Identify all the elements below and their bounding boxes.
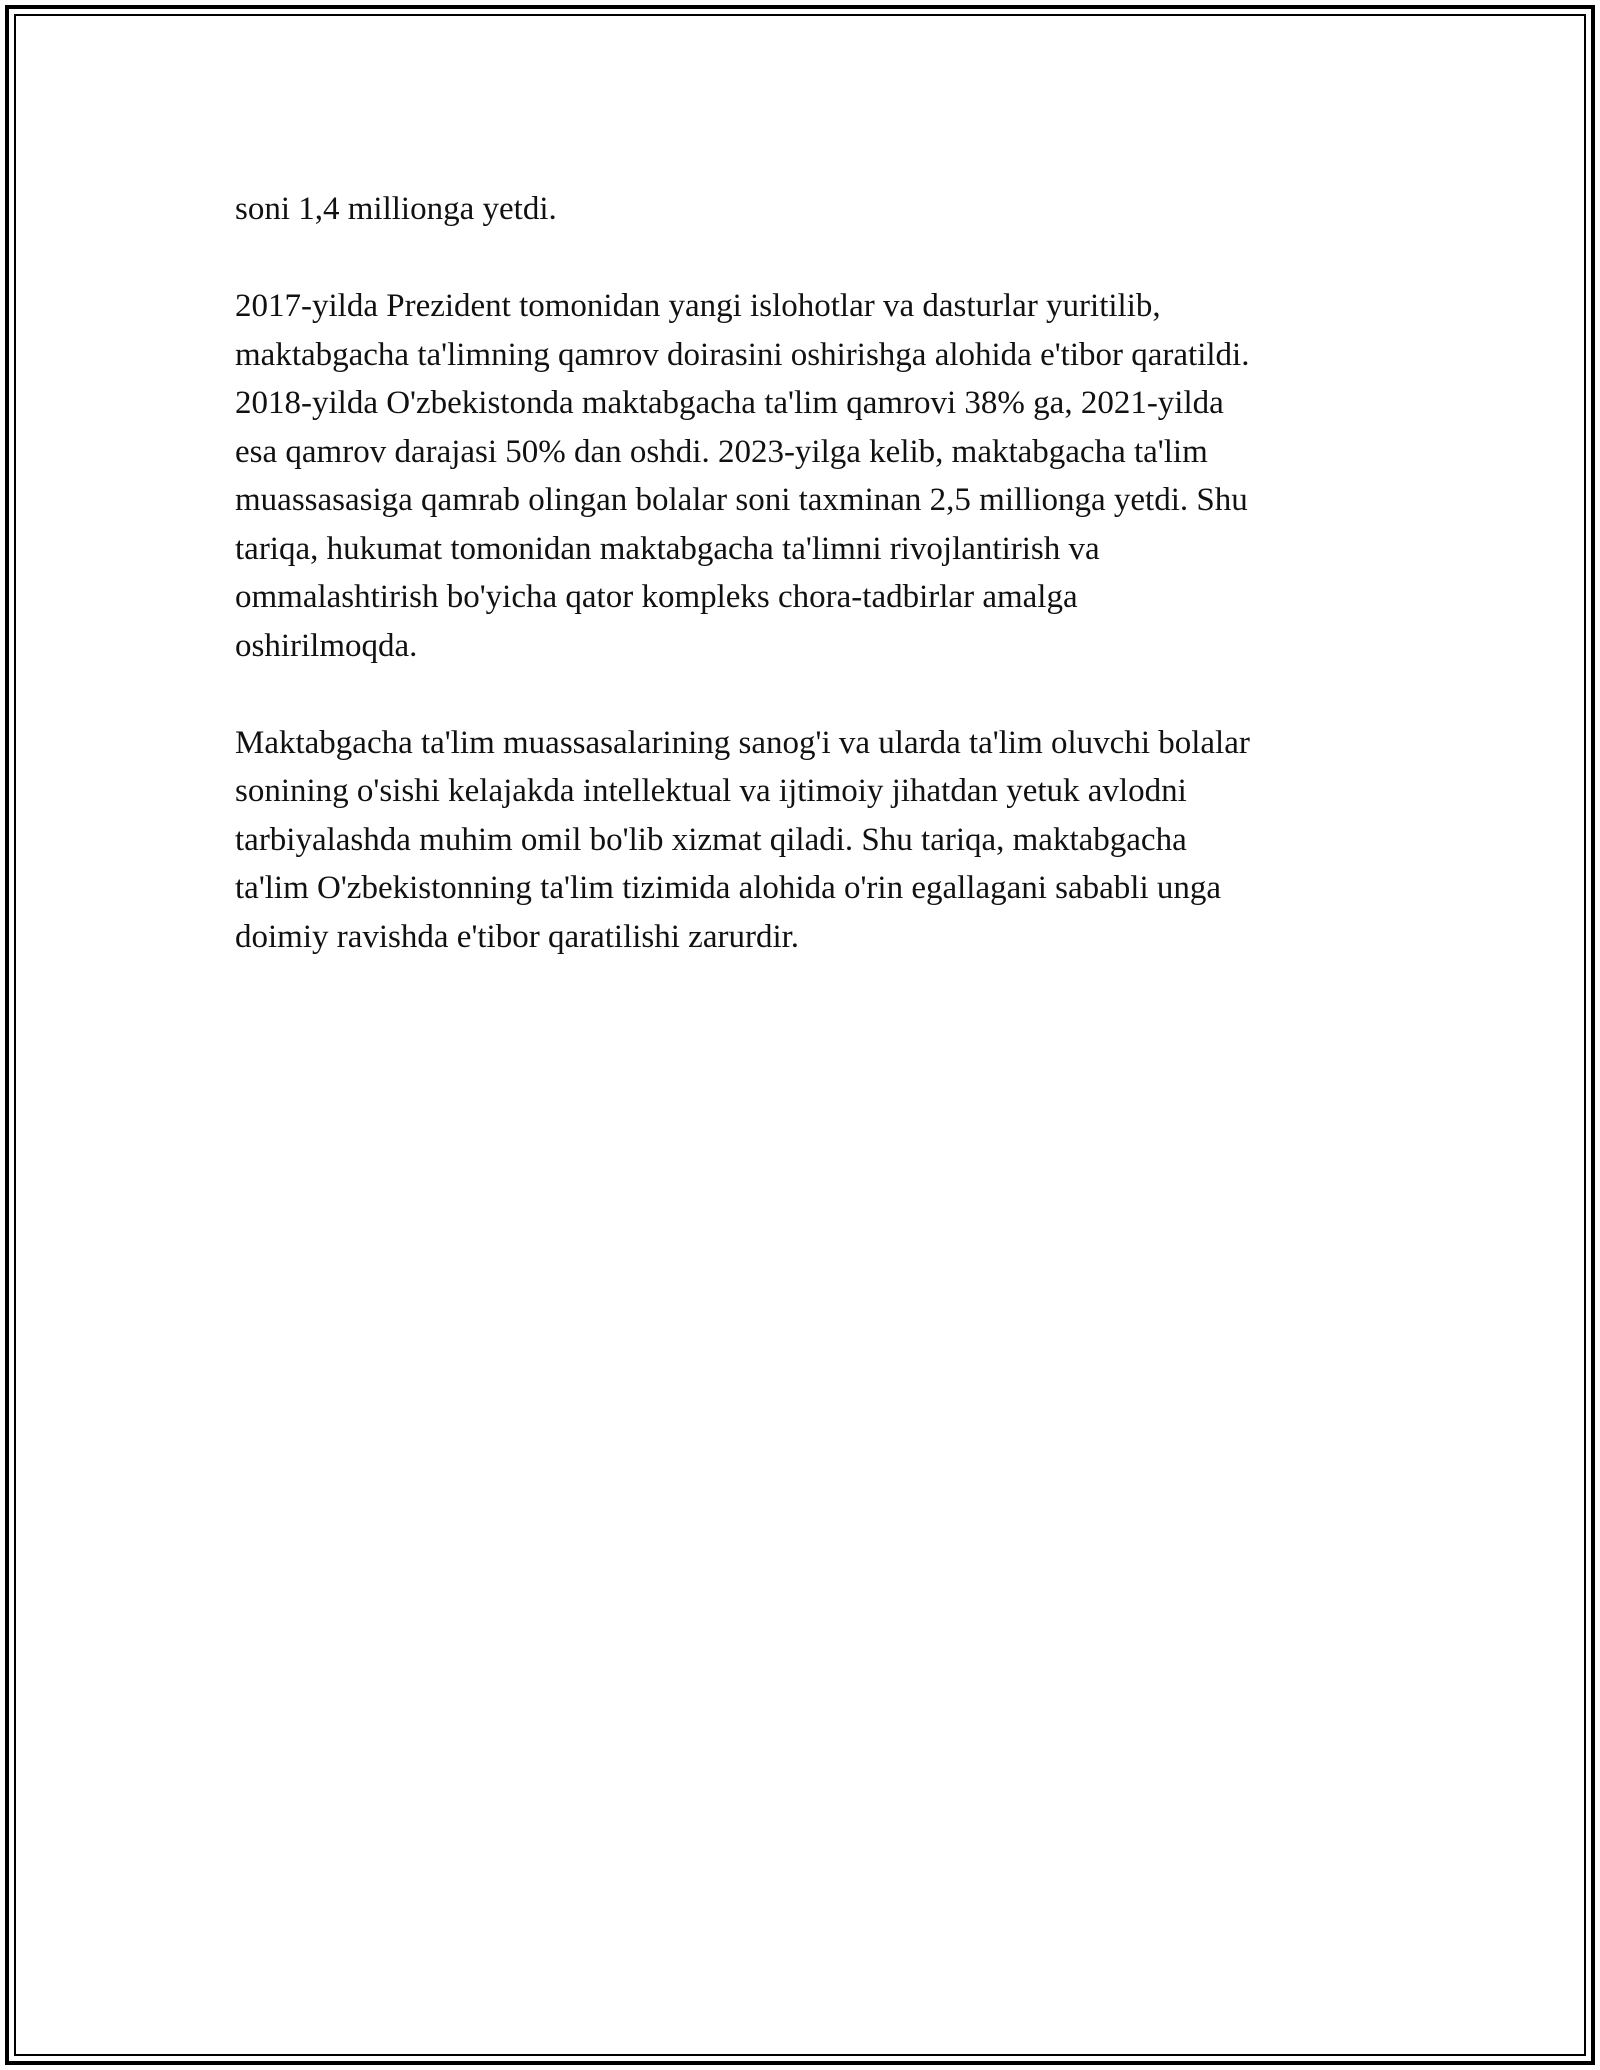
paragraph-conclusion: Maktabgacha ta'lim muassasalarining sanog'i va ularda ta'lim oluvchi bolalar sonining o'sishi kelajakda intellektual va ijtimoiy jihatdan yetuk avlodni tarbiyalashda muhim omil bo'lib xizmat qiladi. Shu tariqa, maktabgacha ta'lim O'zbekistonning ta'lim tizimida alohida o'rin egallagani sababli unga doimiy ravishda e'tibor qaratilishi zarurdir. [235, 724, 1250, 955]
document-body [235, 185, 1395, 1010]
paragraph-reforms-2017: 2017-yilda Prezident tomonidan yangi islohotlar va dasturlar yuritilib, maktabgacha ta'limning qamrov doirasini oshirishga alohida e'tibor qaratildi. 2018-yilda O'zbekistonda maktabgacha ta'lim qamrovi 38% ga, 2021-yilda esa qamrov darajasi 50% dan oshdi. 2023-yilga kelib, maktabgacha ta'lim muassasasiga qamrab olingan bolalar soni taxminan 2,5 millionga yetdi. Shu tariqa, hukumat tomonidan maktabgacha ta'limni rivojlantirish va ommalashtirish bo'yicha qator kompleks chora-tadbirlar amalga oshirilmoqda. [235, 288, 1250, 664]
paragraph-continuation: soni 1,4 millionga yetdi. [235, 191, 557, 227]
